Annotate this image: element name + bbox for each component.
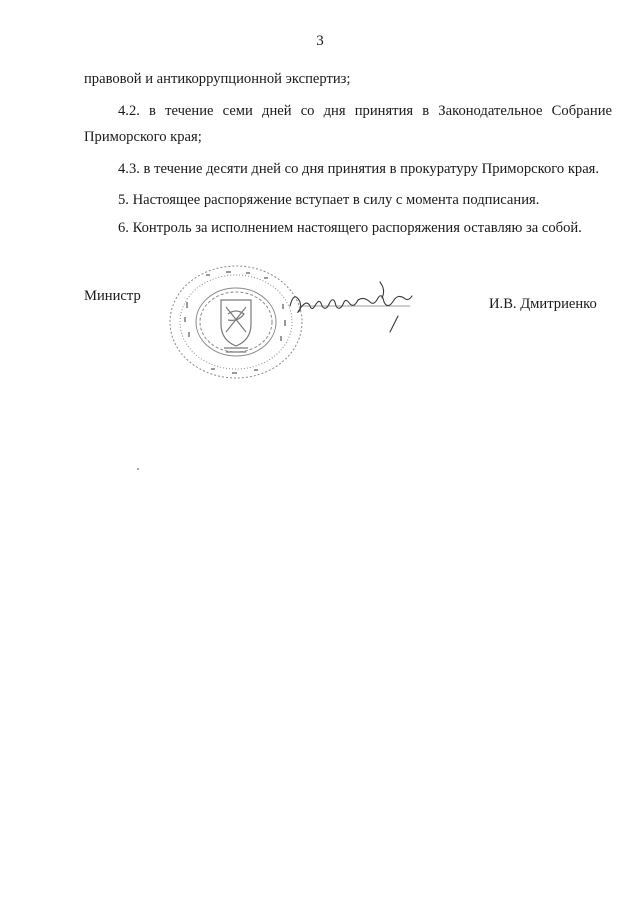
paragraph-4-2: 4.2. в течение семи дней со дня принятия в Законодательное Собрание Приморского края; [84, 102, 612, 145]
page-number: 3 [316, 33, 324, 49]
signer-name: И.В. Дмитриенко [489, 296, 597, 312]
handwritten-signature-icon [280, 276, 420, 336]
signature-block [0, 276, 640, 386]
paragraph-5: 5. Настоящее распоряжение вступает в силу с момента подписания. [118, 192, 540, 208]
scan-speck [137, 468, 139, 470]
document-body [84, 66, 612, 241]
signer-title: Министр [84, 288, 141, 304]
paragraph-6: 6. Контроль за исполнением настоящего распоряжения оставляю за собой. [118, 219, 582, 236]
paragraph-4-3: 4.3. в течение десяти дней со дня принятия в прокуратуру Приморского края. [118, 160, 600, 177]
paragraph-expertise: правовой и антикоррупционной экспертиз; [84, 71, 351, 87]
